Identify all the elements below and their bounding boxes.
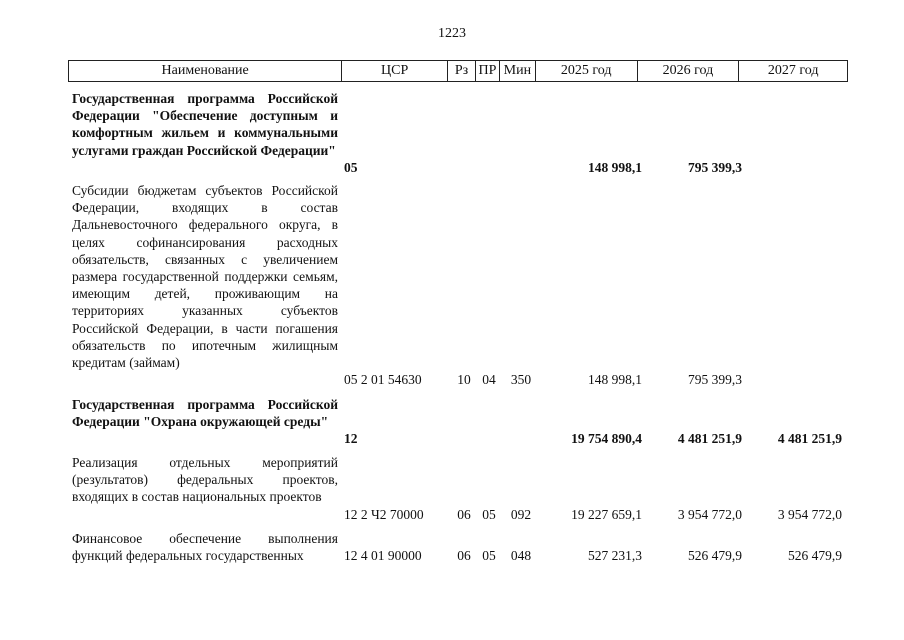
row-rz: 10 xyxy=(457,372,471,387)
row-name: Государственная программа Российской Федерации "Охрана окружающей среды" xyxy=(72,397,338,430)
row-name: Государственная программа Российской Федерации "Обеспечение доступным и комфортным жильем и коммунальными услугами граждан Российской Федерации" xyxy=(72,91,338,158)
row-2026: 795 399,3 xyxy=(688,372,742,387)
row-rz: 06 xyxy=(457,507,471,522)
header-2027: 2027 год xyxy=(767,63,819,78)
row-pr: 05 xyxy=(482,507,496,522)
row-name: Реализация отдельных мероприятий (результатов) федеральных проектов, входящих в состав национальных проектов xyxy=(72,455,338,505)
row-2027: 4 481 251,9 xyxy=(777,431,842,446)
header-min: Мин xyxy=(500,61,536,81)
row-2025: 148 998,1 xyxy=(588,160,642,175)
row-2027: 3 954 772,0 xyxy=(777,507,842,522)
row-name: Финансовое обеспечение выполнения функций федеральных государственных xyxy=(72,531,338,564)
header-2025: 2025 год xyxy=(536,61,638,81)
table-row xyxy=(68,454,848,524)
header-rz: Рз xyxy=(448,61,476,81)
header-name: Наименование xyxy=(69,61,342,81)
row-2026: 3 954 772,0 xyxy=(677,507,742,522)
row-min: 092 xyxy=(510,507,532,522)
row-min: 350 xyxy=(510,372,532,387)
row-2025: 19 754 890,4 xyxy=(571,431,642,446)
row-csr: 12 xyxy=(344,431,358,446)
row-2025: 148 998,1 xyxy=(588,372,642,387)
row-2027: 526 479,9 xyxy=(788,548,842,563)
row-pr: 04 xyxy=(482,372,496,387)
header-csr: ЦСР xyxy=(342,61,448,81)
row-2026: 795 399,3 xyxy=(688,160,742,175)
table-row xyxy=(68,396,848,448)
row-rz: 06 xyxy=(457,548,471,563)
row-name: Субсидии бюджетам субъектов Российской Федерации, входящих в состав Дальневосточного федерального округа, в целях софинансирования расходных обязательств, связанных с увеличением размера государственной поддержки семьям, имеющим детей, проживающим на территориях указанных субъектов Российской Федерации, в части погашения обязательств по ипотечным жилищным кредитам (займам) xyxy=(72,183,338,371)
row-csr: 12 4 01 90000 xyxy=(344,548,422,563)
row-min: 048 xyxy=(510,548,532,563)
row-pr: 05 xyxy=(482,548,496,563)
row-csr: 05 2 01 54630 xyxy=(344,372,422,387)
row-2026: 526 479,9 xyxy=(688,548,742,563)
header-2026: 2026 год xyxy=(638,61,740,81)
page-number: 1223 xyxy=(438,26,466,41)
row-csr: 12 2 Ч2 70000 xyxy=(344,507,424,522)
table-header xyxy=(68,60,848,82)
row-2026: 4 481 251,9 xyxy=(677,431,742,446)
table-row xyxy=(68,182,848,390)
header-pr: ПР xyxy=(476,61,500,81)
row-2025: 527 231,3 xyxy=(588,548,642,563)
table-row xyxy=(68,90,848,176)
row-csr: 05 xyxy=(344,160,358,175)
row-2025: 19 227 659,1 xyxy=(571,507,642,522)
table-row xyxy=(68,530,848,566)
